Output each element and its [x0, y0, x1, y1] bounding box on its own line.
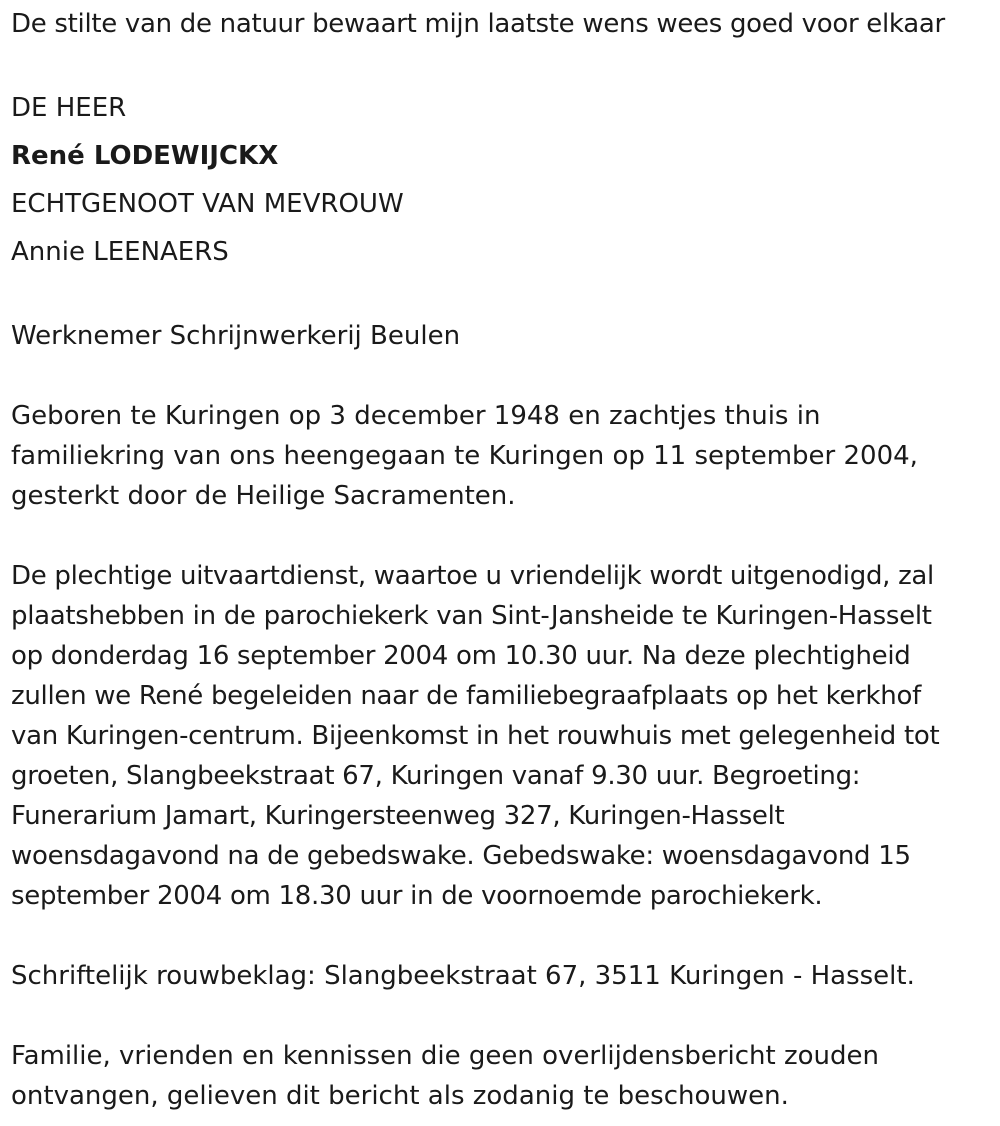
- closing-paragraph: [11, 1036, 996, 1116]
- spacer: [11, 516, 996, 556]
- paragraph-line: Geboren te Kuringen op 3 december 1948 en zachtjes thuis in: [11, 401, 821, 431]
- paragraph-line: Funerarium Jamart, Kuringersteenweg 327, Kuringen-Hasselt: [11, 801, 785, 831]
- spacer: [11, 276, 996, 316]
- paragraph-line: De plechtige uitvaartdienst, waartoe u vriendelijk wordt uitgenodigd, zal: [11, 561, 934, 591]
- occupation-line: Werknemer Schrijnwerkerij Beulen: [11, 321, 461, 351]
- spacer: [11, 916, 996, 956]
- spouse-label: ECHTGENOOT VAN MEVROUW: [11, 189, 404, 219]
- person-block: [11, 84, 996, 276]
- paragraph-line: groeten, Slangbeekstraat 67, Kuringen vanaf 9.30 uur. Begroeting:: [11, 761, 861, 791]
- motto-line: De stilte van de natuur bewaart mijn laatste wens wees goed voor elkaar: [11, 9, 945, 39]
- paragraph-line: op donderdag 16 september 2004 om 10.30 uur. Na deze plechtigheid: [11, 641, 911, 671]
- person-name: René LODEWIJCKX: [11, 141, 279, 171]
- funeral-paragraph: [11, 556, 996, 916]
- spouse-name: Annie LEENAERS: [11, 237, 229, 267]
- paragraph-line: september 2004 om 18.30 uur in de voornoemde parochiekerk.: [11, 881, 823, 911]
- paragraph-line: familiekring van ons heengegaan te Kuringen op 11 september 2004,: [11, 441, 918, 471]
- paragraph-line: plaatshebben in de parochiekerk van Sint-Jansheide te Kuringen-Hasselt: [11, 601, 932, 631]
- person-title: DE HEER: [11, 93, 127, 123]
- spacer: [11, 44, 996, 84]
- paragraph-line: gesterkt door de Heilige Sacramenten.: [11, 481, 516, 511]
- condolences-line: Schriftelijk rouwbeklag: Slangbeekstraat 67, 3511 Kuringen - Hasselt.: [11, 961, 915, 991]
- paragraph-line: Familie, vrienden en kennissen die geen overlijdensbericht zouden: [11, 1041, 879, 1071]
- paragraph-line: zullen we René begeleiden naar de familiebegraafplaats op het kerkhof: [11, 681, 921, 711]
- paragraph-line: woensdagavond na de gebedswake. Gebedswake: woensdagavond 15: [11, 841, 911, 871]
- spacer: [11, 356, 996, 396]
- birth-death-paragraph: [11, 396, 996, 516]
- spacer: [11, 996, 996, 1036]
- paragraph-line: ontvangen, gelieven dit bericht als zodanig te beschouwen.: [11, 1081, 789, 1111]
- paragraph-line: van Kuringen-centrum. Bijeenkomst in het rouwhuis met gelegenheid tot: [11, 721, 940, 751]
